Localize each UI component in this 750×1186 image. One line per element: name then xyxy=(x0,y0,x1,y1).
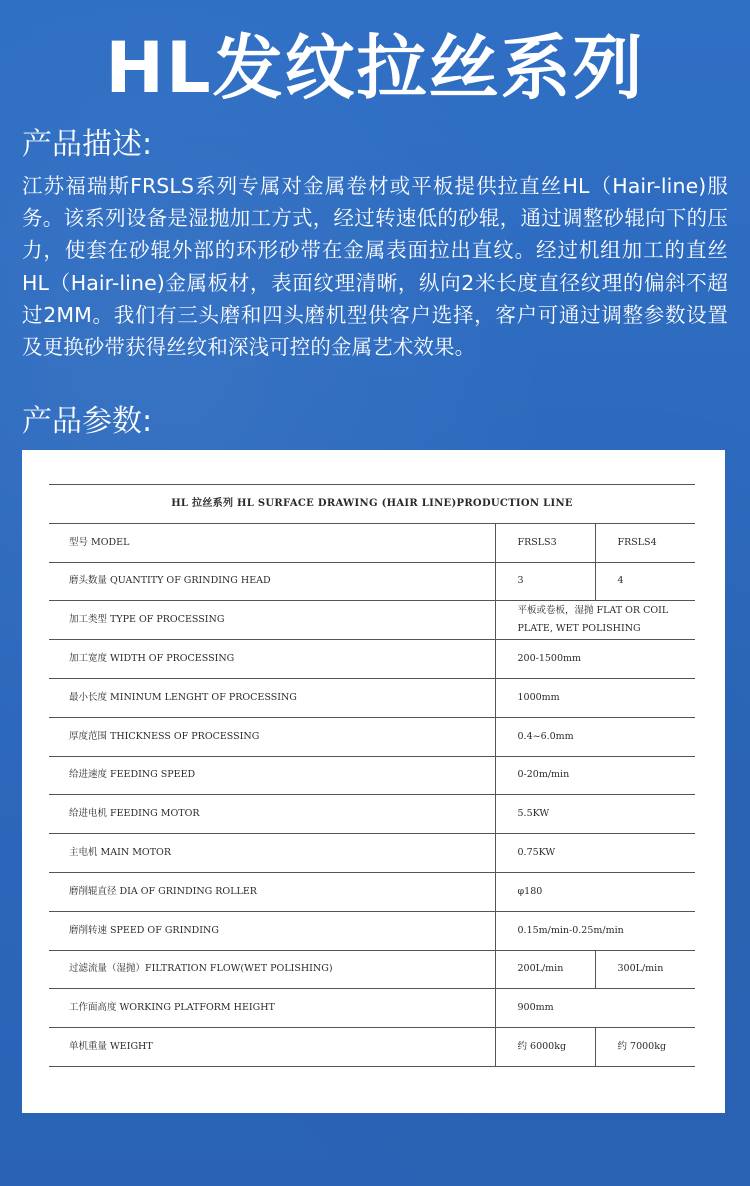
table-row xyxy=(49,756,695,795)
row-label: 给进速度 FEEDING SPEED xyxy=(49,756,495,795)
row-label: 过滤流量（湿抛）FILTRATION FLOW(WET POLISHING) xyxy=(49,950,495,989)
row-value: 200L/min xyxy=(495,950,595,989)
table-row xyxy=(49,911,695,950)
row-label: 主电机 MAIN MOTOR xyxy=(49,834,495,873)
table-row xyxy=(49,717,695,756)
row-value: 5.5KW xyxy=(495,795,695,834)
row-label: 型号 MODEL xyxy=(49,523,495,562)
row-value: 0.15m/min-0.25m/min xyxy=(495,911,695,950)
row-value: φ180 xyxy=(495,872,695,911)
table-row xyxy=(49,562,695,601)
table-title-row xyxy=(49,485,695,524)
row-value: 200-1500mm xyxy=(495,640,695,679)
row-value: 1000mm xyxy=(495,678,695,717)
table-title: HL 拉丝系列 HL SURFACE DRAWING (HAIR LINE)PRODUCTION LINE xyxy=(49,485,695,524)
spec-table xyxy=(49,484,695,1067)
row-value: 约 7000kg xyxy=(595,1028,695,1067)
row-label: 厚度范围 THICKNESS OF PROCESSING xyxy=(49,717,495,756)
row-value: 0.4~6.0mm xyxy=(495,717,695,756)
row-value: FRSLS4 xyxy=(595,523,695,562)
row-label: 磨削辊直径 DIA OF GRINDING ROLLER xyxy=(49,872,495,911)
description-text: 江苏福瑞斯FRSLS系列专属对金属卷材或平板提供拉直丝HL（Hair-line)服务。该系列设备是湿抛加工方式，经过转速低的砂辊，通过调整砂辊向下的压力，使套在砂辊外部的环形砂带在金属表面拉出直纹。经过机组加工的直丝HL（Hair-line)金属板材，表面纹理清晰，纵向2米长度直径纹理的偏斜不超过2MM。我们有三头磨和四头磨机型供客户选择，客户可通过调整参数设置及更换砂带获得丝纹和深浅可控的金属艺术效果。 xyxy=(22,174,728,360)
description-heading: 产品描述: xyxy=(22,127,153,162)
spec-table-panel xyxy=(22,450,725,1113)
table-row xyxy=(49,834,695,873)
table-row xyxy=(49,640,695,679)
row-value: 3 xyxy=(495,562,595,601)
parameters-heading: 产品参数: xyxy=(22,404,153,439)
row-label: 磨削转速 SPEED OF GRINDING xyxy=(49,911,495,950)
table-row xyxy=(49,872,695,911)
table-row xyxy=(49,1028,695,1067)
row-value: 300L/min xyxy=(595,950,695,989)
row-value: FRSLS3 xyxy=(495,523,595,562)
row-label: 最小长度 MININUM LENGHT OF PROCESSING xyxy=(49,678,495,717)
row-value: 平板或卷板，湿抛 FLAT OR COIL PLATE, WET POLISHING xyxy=(495,601,695,640)
table-row xyxy=(49,989,695,1028)
row-value: 900mm xyxy=(495,989,695,1028)
row-value: 0.75KW xyxy=(495,834,695,873)
row-label: 给进电机 FEEDING MOTOR xyxy=(49,795,495,834)
row-value: 约 6000kg xyxy=(495,1028,595,1067)
table-row xyxy=(49,678,695,717)
row-value: 0-20m/min xyxy=(495,756,695,795)
table-row xyxy=(49,950,695,989)
page-title: HL发纹拉丝系列 xyxy=(105,27,645,109)
row-label: 加工宽度 WIDTH OF PROCESSING xyxy=(49,640,495,679)
row-label: 单机重量 WEIGHT xyxy=(49,1028,495,1067)
table-row xyxy=(49,601,695,640)
table-row xyxy=(49,523,695,562)
row-label: 磨头数量 QUANTITY OF GRINDING HEAD xyxy=(49,562,495,601)
row-label: 工作面高度 WORKING PLATFORM HEIGHT xyxy=(49,989,495,1028)
row-value: 4 xyxy=(595,562,695,601)
table-row xyxy=(49,795,695,834)
row-label: 加工类型 TYPE OF PROCESSING xyxy=(49,601,495,640)
